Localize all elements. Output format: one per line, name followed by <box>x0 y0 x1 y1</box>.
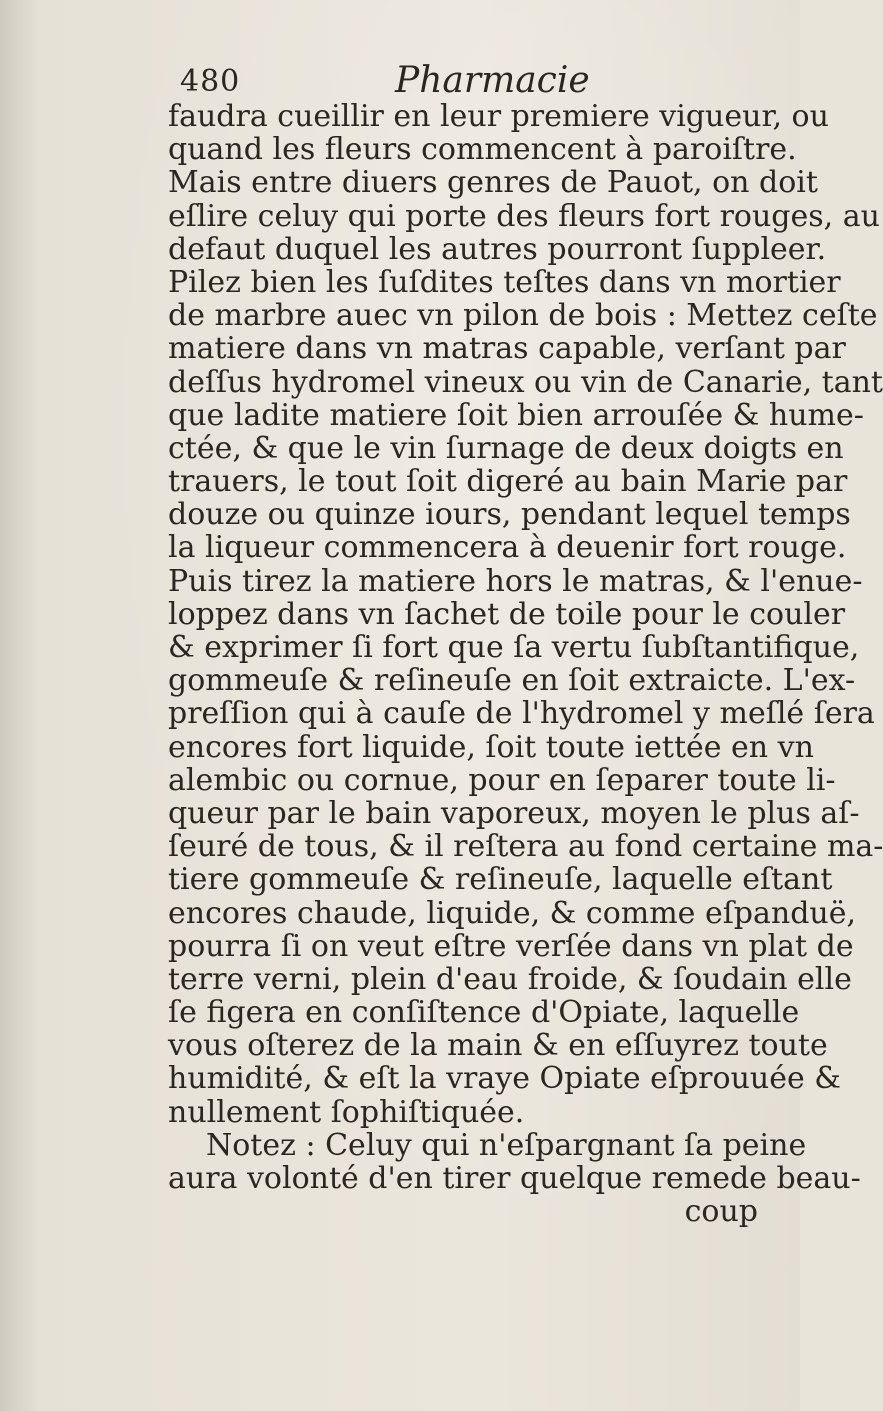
text-line: la liqueur commencera à deuenir fort rouge. <box>168 530 847 566</box>
text-line: tiere gommeuſe & reſineuſe, laquelle eſtant <box>168 862 833 898</box>
text-line: matiere dans vn matras capable, verſant par <box>168 331 846 367</box>
text-line: & exprimer ſi fort que ſa vertu ſubſtantifique, <box>168 630 860 665</box>
text-line: encores chaude, liquide, & comme eſpanduë, <box>168 895 857 931</box>
text-line: queur par le bain vaporeux, moyen le plus aſ- <box>168 795 860 831</box>
text-line: Notez : Celuy qui n'eſpargnant ſa peine <box>206 1127 807 1163</box>
text-line: Pilez bien les ſuſdites teſtes dans vn mortier <box>168 264 841 300</box>
text-line: nullement ſophiſtiquée. <box>168 1094 525 1130</box>
text-line: vous oſterez de la main & en eſſuyrez toute <box>168 1028 828 1064</box>
text-line: preſſion qui à cauſe de l'hydromel y meſlé ſera <box>168 696 875 732</box>
text-line: faudra cueillir en leur premiere vigueur, ou <box>168 99 829 134</box>
text-line: humidité, & eſt la vraye Opiate eſprouuée & <box>168 1061 841 1097</box>
body-text <box>168 99 883 1230</box>
running-title: Pharmacie <box>395 60 590 101</box>
text-line: trauers, le tout ſoit digeré au bain Marie par <box>168 464 848 500</box>
text-line: ſe figera en conſiſtence d'Opiate, laquelle <box>168 995 800 1031</box>
text-line: pourra ſi on veut eſtre verſée dans vn plat de <box>168 928 854 964</box>
catchword: coup <box>684 1194 758 1230</box>
text-line: loppez dans vn ſachet de toile pour le couler <box>168 596 846 632</box>
text-line: Puis tirez la matiere hors le matras, & l'enue- <box>168 563 863 599</box>
text-line: eſlire celuy qui porte des fleurs fort rouges, au <box>168 198 880 234</box>
text-line: ſeuré de tous, & il reſtera au fond certaine ma- <box>168 829 883 865</box>
text-line: aura volonté d'en tirer quelque remede beau- <box>168 1161 861 1196</box>
text-line: gommeuſe & reſineuſe en ſoit extraicte. L'ex- <box>168 663 856 699</box>
text-line: de marbre auec vn pilon de bois : Mettez ceſte <box>168 298 878 334</box>
page-number: 480 <box>180 64 241 99</box>
text-line: ctée, & que le vin ſurnage de deux doigts en <box>168 430 844 466</box>
page-header <box>180 50 590 101</box>
text-line: Mais entre diuers genres de Pauot, on doit <box>168 165 818 201</box>
text-line: deſſus hydromel vineux ou vin de Canarie, tant <box>168 364 883 400</box>
text-line: que ladite matiere ſoit bien arrouſée & hume- <box>168 397 864 433</box>
text-line: terre verni, plein d'eau froide, & ſoudain elle <box>168 961 852 997</box>
text-line: alembic ou cornue, pour en ſeparer toute li- <box>168 762 836 798</box>
text-line: defaut duquel les autres pourront ſuppleer. <box>168 231 827 267</box>
text-line: douze ou quinze iours, pendant lequel temps <box>168 497 851 533</box>
text-line: quand les fleurs commencent à paroiſtre. <box>168 132 797 168</box>
text-line: encores fort liquide, ſoit toute iettée en vn <box>168 729 814 765</box>
